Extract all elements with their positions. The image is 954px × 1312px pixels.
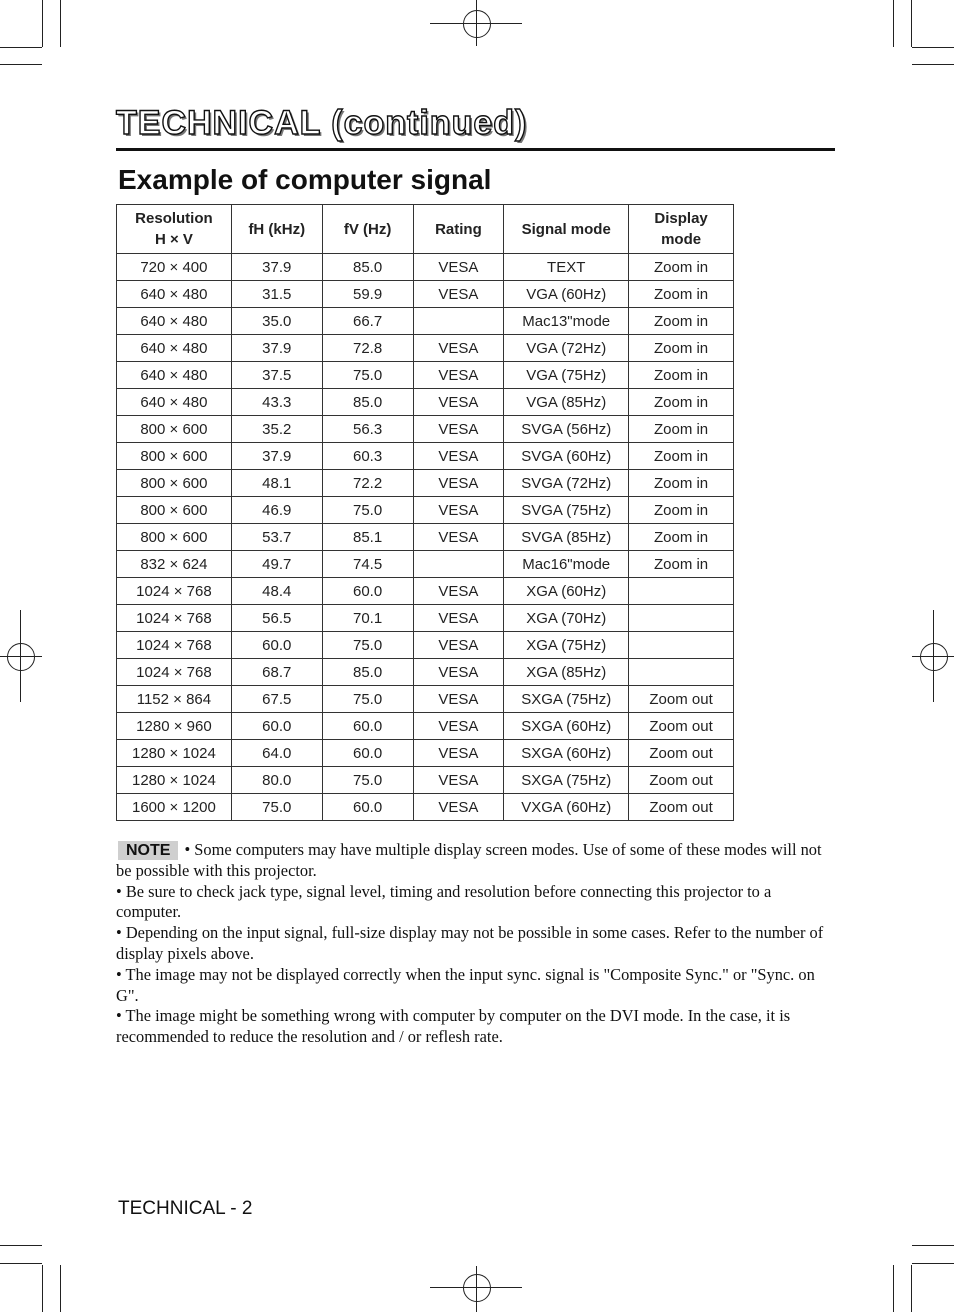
cell-rating: VESA — [413, 470, 504, 497]
header-resolution — [117, 205, 232, 254]
table-row — [117, 551, 734, 578]
cell-display-mode: Zoom in — [629, 497, 734, 524]
cell-signal-mode: SVGA (72Hz) — [504, 470, 629, 497]
cell-resolution: 640 × 480 — [117, 362, 232, 389]
cell-display-mode — [629, 659, 734, 686]
cell-fh: 68.7 — [231, 659, 322, 686]
cell-rating: VESA — [413, 713, 504, 740]
cell-resolution: 1024 × 768 — [117, 659, 232, 686]
cell-rating: VESA — [413, 605, 504, 632]
cell-rating: VESA — [413, 794, 504, 821]
cell-display-mode: Zoom in — [629, 551, 734, 578]
cell-resolution: 1600 × 1200 — [117, 794, 232, 821]
cell-fv: 75.0 — [322, 362, 413, 389]
note-item: • Be sure to check jack type, signal level, timing and resolution before connecting this projector to a computer. — [116, 881, 772, 922]
table-row — [117, 389, 734, 416]
cell-display-mode: Zoom in — [629, 470, 734, 497]
cell-signal-mode: SXGA (60Hz) — [504, 713, 629, 740]
cell-fv: 75.0 — [322, 497, 413, 524]
cell-fh: 35.0 — [231, 308, 322, 335]
cell-rating: VESA — [413, 497, 504, 524]
header-signal-mode: Signal mode — [504, 205, 629, 254]
cell-rating: VESA — [413, 416, 504, 443]
table-row — [117, 740, 734, 767]
cell-fh: 37.5 — [231, 362, 322, 389]
table-row — [117, 578, 734, 605]
cell-signal-mode: SXGA (75Hz) — [504, 686, 629, 713]
table-row — [117, 281, 734, 308]
table-row — [117, 335, 734, 362]
cell-resolution: 1280 × 1024 — [117, 767, 232, 794]
cell-fv: 70.1 — [322, 605, 413, 632]
cell-fv: 59.9 — [322, 281, 413, 308]
cell-fv: 60.3 — [322, 443, 413, 470]
cell-fh: 64.0 — [231, 740, 322, 767]
cell-rating — [413, 551, 504, 578]
section-title: Example of computer signal — [118, 164, 492, 195]
cell-fv: 85.0 — [322, 659, 413, 686]
table-body — [117, 254, 734, 821]
cell-rating: VESA — [413, 740, 504, 767]
note-item: • The image might be something wrong with computer by computer on the DVI mode. In the case, it is recommended to reduce the resolution and / or reflesh rate. — [116, 1006, 791, 1047]
cell-resolution: 640 × 480 — [117, 335, 232, 362]
cell-rating: VESA — [413, 362, 504, 389]
cell-display-mode: Zoom in — [629, 281, 734, 308]
table-row — [117, 524, 734, 551]
cell-resolution: 800 × 600 — [117, 470, 232, 497]
cell-fv: 66.7 — [322, 308, 413, 335]
heading-rule — [116, 148, 835, 151]
cell-fh: 48.1 — [231, 470, 322, 497]
table-row — [117, 470, 734, 497]
cell-display-mode: Zoom out — [629, 794, 734, 821]
cell-display-mode: Zoom out — [629, 686, 734, 713]
cell-fv: 85.0 — [322, 254, 413, 281]
cell-resolution: 832 × 624 — [117, 551, 232, 578]
table-row — [117, 713, 734, 740]
table-row — [117, 443, 734, 470]
cell-signal-mode: VGA (85Hz) — [504, 389, 629, 416]
table-row — [117, 308, 734, 335]
header-fv: fV (Hz) — [322, 205, 413, 254]
cell-resolution: 1024 × 768 — [117, 605, 232, 632]
cell-display-mode: Zoom in — [629, 389, 734, 416]
cell-display-mode: Zoom in — [629, 335, 734, 362]
cell-rating: VESA — [413, 578, 504, 605]
cell-fh: 60.0 — [231, 632, 322, 659]
cell-rating — [413, 308, 504, 335]
cell-display-mode — [629, 578, 734, 605]
cell-fv: 56.3 — [322, 416, 413, 443]
cell-signal-mode: SXGA (75Hz) — [504, 767, 629, 794]
note-item — [116, 840, 836, 882]
table-row — [117, 497, 734, 524]
cell-rating: VESA — [413, 632, 504, 659]
cell-signal-mode: SVGA (60Hz) — [504, 443, 629, 470]
cell-resolution: 1280 × 1024 — [117, 740, 232, 767]
cell-resolution: 1152 × 864 — [117, 686, 232, 713]
cell-fh: 56.5 — [231, 605, 322, 632]
table-header-row — [117, 205, 734, 254]
cell-display-mode — [629, 605, 734, 632]
cell-fv: 60.0 — [322, 794, 413, 821]
cell-resolution: 800 × 600 — [117, 443, 232, 470]
cell-fv: 60.0 — [322, 578, 413, 605]
cell-fh: 48.4 — [231, 578, 322, 605]
cell-signal-mode: XGA (75Hz) — [504, 632, 629, 659]
cell-fh: 67.5 — [231, 686, 322, 713]
cell-resolution: 1280 × 960 — [117, 713, 232, 740]
header-fh: fH (kHz) — [231, 205, 322, 254]
cell-fh: 37.9 — [231, 254, 322, 281]
cell-signal-mode: VGA (72Hz) — [504, 335, 629, 362]
cell-fv: 74.5 — [322, 551, 413, 578]
cell-rating: VESA — [413, 389, 504, 416]
header-display-mode — [629, 205, 734, 254]
table-row — [117, 254, 734, 281]
cell-fh: 43.3 — [231, 389, 322, 416]
cell-fv: 75.0 — [322, 632, 413, 659]
header-display-mode-label: Display mode — [654, 210, 708, 248]
cell-rating: VESA — [413, 281, 504, 308]
cell-fv: 60.0 — [322, 713, 413, 740]
cell-signal-mode: VXGA (60Hz) — [504, 794, 629, 821]
table-row — [117, 767, 734, 794]
computer-signal-table — [116, 204, 734, 821]
cell-display-mode: Zoom in — [629, 254, 734, 281]
cell-display-mode: Zoom in — [629, 308, 734, 335]
cell-resolution: 800 × 600 — [117, 524, 232, 551]
cell-signal-mode: SVGA (75Hz) — [504, 497, 629, 524]
cell-fh: 37.9 — [231, 335, 322, 362]
cell-fh: 37.9 — [231, 443, 322, 470]
cell-fv: 72.2 — [322, 470, 413, 497]
cell-rating: VESA — [413, 686, 504, 713]
cell-resolution: 640 × 480 — [117, 308, 232, 335]
cell-rating: VESA — [413, 254, 504, 281]
cell-fv: 72.8 — [322, 335, 413, 362]
note-text: • Some computers may have multiple display screen modes. Use of some of these modes will not be possible with this projector. — [116, 840, 822, 880]
cell-signal-mode: SVGA (56Hz) — [504, 416, 629, 443]
cell-fv: 85.1 — [322, 524, 413, 551]
cell-signal-mode: SVGA (85Hz) — [504, 524, 629, 551]
header-rating: Rating — [413, 205, 504, 254]
cell-rating: VESA — [413, 443, 504, 470]
cell-fh: 75.0 — [231, 794, 322, 821]
cell-resolution: 1024 × 768 — [117, 578, 232, 605]
cell-signal-mode: Mac13"mode — [504, 308, 629, 335]
cell-fh: 53.7 — [231, 524, 322, 551]
cell-resolution: 640 × 480 — [117, 389, 232, 416]
cell-display-mode: Zoom in — [629, 416, 734, 443]
cell-signal-mode: SXGA (60Hz) — [504, 740, 629, 767]
cell-display-mode: Zoom in — [629, 362, 734, 389]
cell-display-mode: Zoom in — [629, 443, 734, 470]
table-row — [117, 659, 734, 686]
cell-fh: 60.0 — [231, 713, 322, 740]
cell-resolution: 1024 × 768 — [117, 632, 232, 659]
cell-rating: VESA — [413, 524, 504, 551]
cell-fh: 31.5 — [231, 281, 322, 308]
cell-rating: VESA — [413, 767, 504, 794]
notes-block — [116, 840, 836, 1048]
cell-signal-mode: VGA (75Hz) — [504, 362, 629, 389]
page-footer: TECHNICAL - 2 — [118, 1198, 253, 1219]
cell-fv: 75.0 — [322, 767, 413, 794]
header-resolution-label: Resolution H × V — [135, 210, 213, 248]
note-item: • Depending on the input signal, full-size display may not be possible in some cases. Refer to the number of display pixels above. — [116, 923, 824, 963]
cell-fv: 75.0 — [322, 686, 413, 713]
cell-resolution: 800 × 600 — [117, 497, 232, 524]
cell-display-mode: Zoom out — [629, 767, 734, 794]
cell-signal-mode: XGA (70Hz) — [504, 605, 629, 632]
cell-signal-mode: XGA (60Hz) — [504, 578, 629, 605]
cell-signal-mode: TEXT — [504, 254, 629, 281]
cell-fv: 60.0 — [322, 740, 413, 767]
cell-display-mode: Zoom out — [629, 740, 734, 767]
cell-fh: 35.2 — [231, 416, 322, 443]
cell-signal-mode: XGA (85Hz) — [504, 659, 629, 686]
cell-display-mode: Zoom in — [629, 524, 734, 551]
note-badge: NOTE — [118, 841, 178, 860]
cell-resolution: 800 × 600 — [117, 416, 232, 443]
cell-fh: 46.9 — [231, 497, 322, 524]
cell-display-mode — [629, 632, 734, 659]
cell-resolution: 640 × 480 — [117, 281, 232, 308]
table-row — [117, 605, 734, 632]
table-row — [117, 686, 734, 713]
cell-rating: VESA — [413, 335, 504, 362]
cell-signal-mode: VGA (60Hz) — [504, 281, 629, 308]
page-banner-heading: TECHNICAL (continued) — [116, 104, 528, 142]
note-item: • The image may not be displayed correctly when the input sync. signal is "Composite Sync." or "Sync. on G". — [116, 964, 815, 1005]
cell-display-mode: Zoom out — [629, 713, 734, 740]
cell-signal-mode: Mac16"mode — [504, 551, 629, 578]
cell-rating: VESA — [413, 659, 504, 686]
cell-fv: 85.0 — [322, 389, 413, 416]
table-row — [117, 632, 734, 659]
cell-fh: 80.0 — [231, 767, 322, 794]
cell-fh: 49.7 — [231, 551, 322, 578]
table-row — [117, 794, 734, 821]
cell-resolution: 720 × 400 — [117, 254, 232, 281]
table-row — [117, 416, 734, 443]
table-row — [117, 362, 734, 389]
